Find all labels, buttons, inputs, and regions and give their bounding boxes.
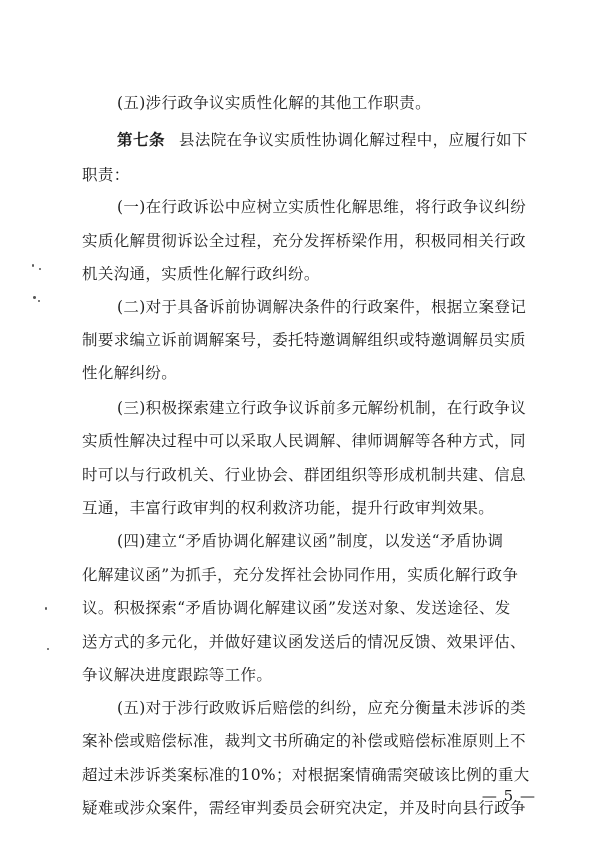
- scan-speck: [38, 300, 40, 302]
- text-line: 职责：: [82, 166, 130, 184]
- text-line: 案补偿或赔偿标准，裁判文书所确定的补偿或赔偿标准原则上不: [82, 732, 526, 750]
- scan-speck: [39, 268, 41, 270]
- text-line: 争议解决进度跟踪等工作。: [82, 666, 273, 684]
- text-line: 机关沟通，实质性化解行政纠纷。: [82, 265, 320, 283]
- text-line: 超过未涉诉类案标准的10%；对根据案情确需突破该比例的重大: [82, 766, 530, 784]
- text-line: 性化解纠纷。: [82, 364, 178, 382]
- text-line: (一)在行政诉讼中应树立实质性化解思维，将行政争议纠纷: [117, 198, 527, 216]
- text-line: 化解建议函”为抓手，充分发挥社会协同作用，实质化解行政争: [82, 566, 519, 584]
- text-line: (二)对于具备诉前协调解决条件的行政案件，根据立案登记: [117, 298, 527, 316]
- text-line: 互通，丰富行政审判的权利救济功能，提升行政审判效果。: [82, 499, 495, 517]
- text-line: 实质化解贯彻诉讼全过程，充分发挥桥梁作用，积极同相关行政: [82, 232, 526, 250]
- text-line: (五)涉行政争议实质性化解的其他工作职责。: [117, 94, 431, 112]
- text-line: 送方式的多元化，并做好建议函发送后的情况反馈、效果评估、: [82, 633, 526, 651]
- scan-speck: [45, 607, 47, 610]
- text-line: 实质性解决过程中可以采取人民调解、律师调解等各种方式，同: [82, 432, 526, 450]
- article-text: 县法院在争议实质性协调化解过程中，应履行如下: [179, 131, 528, 149]
- page-number: — 5 —: [481, 787, 536, 805]
- text-line: (四)建立“矛盾协调化解建议函”制度，以发送“矛盾协调: [117, 532, 504, 550]
- scan-speck: [32, 264, 34, 267]
- text-line: (五)对于涉行政败诉后赔偿的纠纷，应充分衡量未涉诉的类: [117, 699, 527, 717]
- scan-speck: [47, 648, 49, 650]
- scan-speck: [33, 296, 36, 299]
- article-label: 第七条: [117, 131, 166, 149]
- text-line: 疑难或涉众案件，需经审判委员会研究决定，并及时向县行政争: [82, 799, 526, 817]
- text-line: 制要求编立诉前调解案号，委托特邀调解组织或特邀调解员实质: [82, 331, 526, 349]
- article-heading-line: [117, 129, 528, 151]
- text-line: 时可以与行政机关、行业协会、群团组织等形成机制共建、信息: [82, 466, 526, 484]
- text-line: 议。积极探索“矛盾协调化解建议函”发送对象、发送途径、发: [82, 599, 511, 617]
- text-line: (三)积极探索建立行政争议诉前多元解纷机制，在行政争议: [117, 399, 527, 417]
